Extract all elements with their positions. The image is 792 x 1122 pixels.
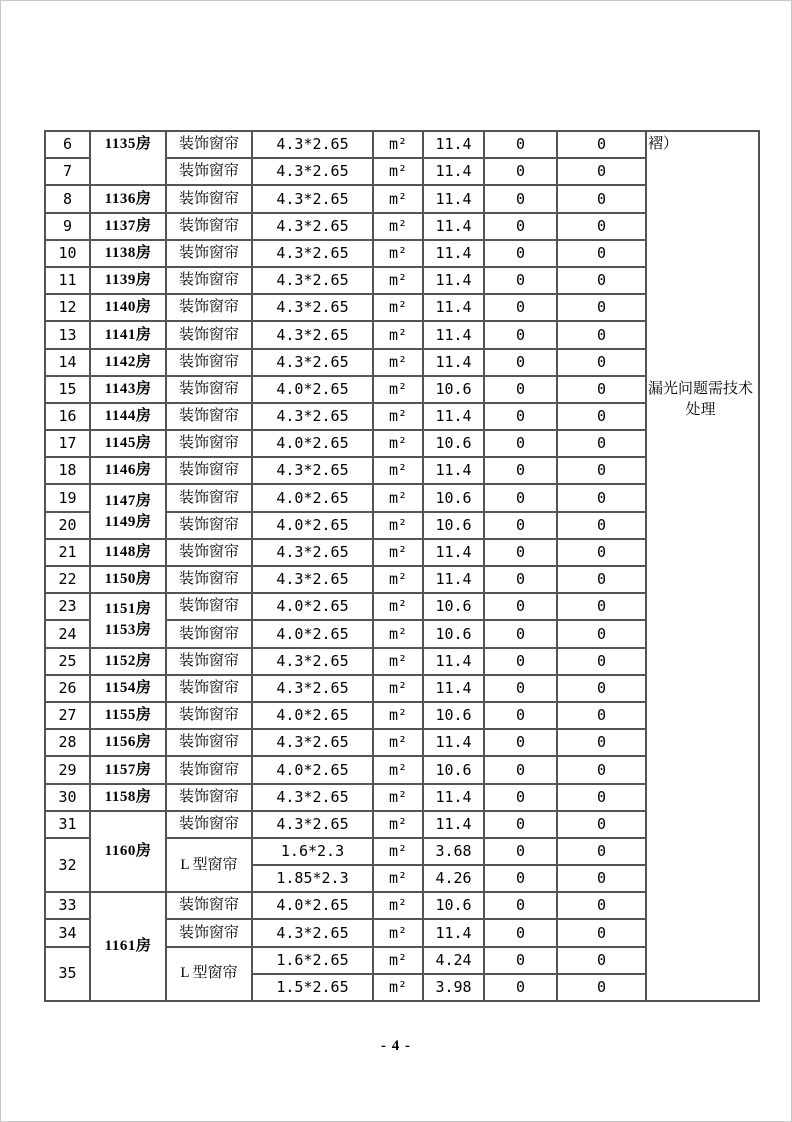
cell-unit: m² — [373, 294, 423, 321]
cell-value-1: 0 — [484, 267, 557, 294]
cell-value-1: 0 — [484, 213, 557, 240]
cell-area: 10.6 — [423, 484, 484, 511]
cell-value-1: 0 — [484, 648, 557, 675]
cell-row-number: 35 — [45, 947, 90, 1001]
cell-unit: m² — [373, 566, 423, 593]
cell-area: 10.6 — [423, 892, 484, 919]
cell-item-name: 装饰窗帘 — [166, 620, 252, 647]
cell-unit: m² — [373, 784, 423, 811]
cell-room-number: 1158房 — [90, 784, 166, 811]
cell-item-name: 装饰窗帘 — [166, 919, 252, 946]
cell-item-name: 装饰窗帘 — [166, 593, 252, 620]
cell-room-number: 1160房 — [90, 811, 166, 893]
cell-row-number: 22 — [45, 566, 90, 593]
cell-unit: m² — [373, 457, 423, 484]
cell-dimensions: 4.0*2.65 — [252, 376, 373, 403]
cell-value-1: 0 — [484, 838, 557, 865]
cell-room-number: 1148房 — [90, 539, 166, 566]
cell-value-1: 0 — [484, 158, 557, 185]
cell-room-number: 1139房 — [90, 267, 166, 294]
room-label-line: 1151房 — [104, 601, 152, 618]
cell-row-number: 33 — [45, 892, 90, 919]
cell-value-2: 0 — [557, 484, 646, 511]
cell-dimensions: 1.5*2.65 — [252, 974, 373, 1001]
cell-item-name: 装饰窗帘 — [166, 267, 252, 294]
cell-area: 11.4 — [423, 213, 484, 240]
cell-row-number: 26 — [45, 675, 90, 702]
cell-unit: m² — [373, 321, 423, 348]
cell-dimensions: 4.3*2.65 — [252, 566, 373, 593]
cell-value-2: 0 — [557, 648, 646, 675]
cell-item-name: 装饰窗帘 — [166, 131, 252, 158]
cell-room-number: 1154房 — [90, 675, 166, 702]
cell-item-name: 装饰窗帘 — [166, 566, 252, 593]
cell-area: 4.24 — [423, 947, 484, 974]
cell-dimensions: 4.3*2.65 — [252, 321, 373, 348]
cell-row-number: 34 — [45, 919, 90, 946]
cell-item-name: L 型窗帘 — [166, 838, 252, 892]
cell-room-number: 1155房 — [90, 702, 166, 729]
cell-unit: m² — [373, 267, 423, 294]
cell-area: 11.4 — [423, 729, 484, 756]
room-curtain-table — [44, 130, 760, 1002]
cell-unit: m² — [373, 865, 423, 892]
cell-area: 11.4 — [423, 648, 484, 675]
cell-value-1: 0 — [484, 675, 557, 702]
cell-area: 3.68 — [423, 838, 484, 865]
cell-unit: m² — [373, 919, 423, 946]
cell-row-number: 10 — [45, 240, 90, 267]
cell-unit: m² — [373, 947, 423, 974]
cell-item-name: 装饰窗帘 — [166, 158, 252, 185]
cell-value-2: 0 — [557, 131, 646, 158]
cell-value-1: 0 — [484, 811, 557, 838]
cell-dimensions: 4.0*2.65 — [252, 892, 373, 919]
cell-dimensions: 1.6*2.3 — [252, 838, 373, 865]
page-number: - 4 - — [381, 1038, 411, 1054]
cell-area: 10.6 — [423, 593, 484, 620]
cell-item-name: 装饰窗帘 — [166, 185, 252, 212]
cell-value-2: 0 — [557, 566, 646, 593]
cell-area: 10.6 — [423, 620, 484, 647]
cell-room-number: 1138房 — [90, 240, 166, 267]
cell-unit: m² — [373, 702, 423, 729]
cell-unit: m² — [373, 349, 423, 376]
cell-row-number: 17 — [45, 430, 90, 457]
cell-value-1: 0 — [484, 430, 557, 457]
cell-value-2: 0 — [557, 756, 646, 783]
cell-value-1: 0 — [484, 620, 557, 647]
cell-unit: m² — [373, 185, 423, 212]
cell-value-2: 0 — [557, 321, 646, 348]
cell-value-2: 0 — [557, 838, 646, 865]
cell-dimensions: 4.3*2.65 — [252, 131, 373, 158]
cell-value-1: 0 — [484, 729, 557, 756]
cell-row-number: 24 — [45, 620, 90, 647]
cell-dimensions: 4.0*2.65 — [252, 593, 373, 620]
cell-dimensions: 4.3*2.65 — [252, 457, 373, 484]
cell-area: 3.98 — [423, 974, 484, 1001]
cell-dimensions: 4.3*2.65 — [252, 240, 373, 267]
cell-unit: m² — [373, 974, 423, 1001]
cell-value-1: 0 — [484, 539, 557, 566]
cell-unit: m² — [373, 838, 423, 865]
cell-item-name: 装饰窗帘 — [166, 675, 252, 702]
cell-row-number: 27 — [45, 702, 90, 729]
cell-item-name: 装饰窗帘 — [166, 892, 252, 919]
cell-value-1: 0 — [484, 784, 557, 811]
cell-value-2: 0 — [557, 240, 646, 267]
cell-area: 11.4 — [423, 403, 484, 430]
cell-row-number: 13 — [45, 321, 90, 348]
cell-room-number: 1141房 — [90, 321, 166, 348]
cell-value-2: 0 — [557, 213, 646, 240]
remark-leak-note — [648, 379, 753, 421]
cell-unit: m² — [373, 811, 423, 838]
cell-value-2: 0 — [557, 539, 646, 566]
cell-dimensions: 4.3*2.65 — [252, 267, 373, 294]
cell-area: 11.4 — [423, 811, 484, 838]
cell-item-name: 装饰窗帘 — [166, 702, 252, 729]
cell-value-1: 0 — [484, 892, 557, 919]
cell-item-name: 装饰窗帘 — [166, 321, 252, 348]
cell-value-2: 0 — [557, 919, 646, 946]
cell-item-name: 装饰窗帘 — [166, 484, 252, 511]
cell-value-1: 0 — [484, 457, 557, 484]
cell-row-number: 11 — [45, 267, 90, 294]
cell-unit: m² — [373, 430, 423, 457]
cell-unit: m² — [373, 675, 423, 702]
room-label-line: 1147房 — [104, 492, 152, 509]
cell-area: 10.6 — [423, 512, 484, 539]
cell-value-1: 0 — [484, 131, 557, 158]
table-row — [45, 131, 759, 158]
cell-area: 11.4 — [423, 294, 484, 321]
cell-value-1: 0 — [484, 349, 557, 376]
cell-room-number: 1161房 — [90, 892, 166, 1001]
cell-dimensions: 1.85*2.3 — [252, 865, 373, 892]
cell-room-number: 1142房 — [90, 349, 166, 376]
cell-dimensions: 4.3*2.65 — [252, 403, 373, 430]
cell-dimensions: 4.0*2.65 — [252, 484, 373, 511]
cell-item-name: 装饰窗帘 — [166, 756, 252, 783]
cell-unit: m² — [373, 376, 423, 403]
cell-remarks — [646, 131, 759, 1001]
room-table-body — [45, 131, 759, 1001]
cell-room-number: 1156房 — [90, 729, 166, 756]
cell-value-1: 0 — [484, 376, 557, 403]
cell-row-number: 25 — [45, 648, 90, 675]
cell-room-number: 1137房 — [90, 213, 166, 240]
cell-dimensions: 4.3*2.65 — [252, 349, 373, 376]
cell-row-number: 28 — [45, 729, 90, 756]
cell-value-1: 0 — [484, 974, 557, 1001]
cell-value-2: 0 — [557, 811, 646, 838]
cell-unit: m² — [373, 648, 423, 675]
cell-unit: m² — [373, 512, 423, 539]
room-label-line: 1153房 — [104, 622, 152, 639]
cell-value-2: 0 — [557, 947, 646, 974]
cell-area: 11.4 — [423, 185, 484, 212]
cell-dimensions: 4.3*2.65 — [252, 294, 373, 321]
cell-room-number: 1150房 — [90, 566, 166, 593]
cell-dimensions: 4.0*2.65 — [252, 702, 373, 729]
cell-dimensions: 4.3*2.65 — [252, 784, 373, 811]
cell-area: 11.4 — [423, 566, 484, 593]
cell-item-name: 装饰窗帘 — [166, 457, 252, 484]
cell-area: 11.4 — [423, 457, 484, 484]
cell-value-1: 0 — [484, 321, 557, 348]
cell-room-number: 1135房 — [90, 131, 166, 185]
cell-room-number: 1152房 — [90, 648, 166, 675]
cell-dimensions: 4.0*2.65 — [252, 430, 373, 457]
cell-dimensions: 4.3*2.65 — [252, 648, 373, 675]
cell-dimensions: 4.3*2.65 — [252, 158, 373, 185]
cell-area: 11.4 — [423, 321, 484, 348]
cell-row-number: 19 — [45, 484, 90, 511]
cell-unit: m² — [373, 158, 423, 185]
cell-item-name: 装饰窗帘 — [166, 539, 252, 566]
cell-room-number: 1145房 — [90, 430, 166, 457]
cell-value-2: 0 — [557, 267, 646, 294]
cell-dimensions: 1.6*2.65 — [252, 947, 373, 974]
cell-dimensions: 4.0*2.65 — [252, 512, 373, 539]
cell-value-1: 0 — [484, 403, 557, 430]
cell-value-2: 0 — [557, 729, 646, 756]
remark-fragment-text: 褶） — [648, 136, 679, 152]
cell-dimensions: 4.3*2.65 — [252, 729, 373, 756]
cell-dimensions: 4.3*2.65 — [252, 185, 373, 212]
cell-value-2: 0 — [557, 376, 646, 403]
cell-row-number: 32 — [45, 838, 90, 892]
cell-value-1: 0 — [484, 484, 557, 511]
cell-unit: m² — [373, 593, 423, 620]
cell-row-number: 7 — [45, 158, 90, 185]
cell-value-2: 0 — [557, 158, 646, 185]
cell-unit: m² — [373, 131, 423, 158]
cell-value-1: 0 — [484, 185, 557, 212]
cell-area: 11.4 — [423, 240, 484, 267]
cell-unit: m² — [373, 756, 423, 783]
cell-row-number: 29 — [45, 756, 90, 783]
cell-value-1: 0 — [484, 865, 557, 892]
cell-room-number: 1146房 — [90, 457, 166, 484]
cell-area: 11.4 — [423, 131, 484, 158]
cell-unit: m² — [373, 892, 423, 919]
cell-room-number: 1136房 — [90, 185, 166, 212]
cell-room-number — [90, 484, 166, 538]
cell-item-name: 装饰窗帘 — [166, 648, 252, 675]
cell-dimensions: 4.3*2.65 — [252, 539, 373, 566]
cell-room-number — [90, 593, 166, 647]
cell-room-number: 1157房 — [90, 756, 166, 783]
cell-row-number: 9 — [45, 213, 90, 240]
cell-unit: m² — [373, 620, 423, 647]
cell-item-name: 装饰窗帘 — [166, 512, 252, 539]
cell-value-2: 0 — [557, 403, 646, 430]
cell-area: 10.6 — [423, 756, 484, 783]
cell-area: 10.6 — [423, 430, 484, 457]
cell-dimensions: 4.3*2.65 — [252, 675, 373, 702]
cell-row-number: 8 — [45, 185, 90, 212]
cell-value-1: 0 — [484, 240, 557, 267]
cell-item-name: 装饰窗帘 — [166, 294, 252, 321]
cell-unit: m² — [373, 403, 423, 430]
cell-room-number: 1143房 — [90, 376, 166, 403]
cell-item-name: 装饰窗帘 — [166, 430, 252, 457]
cell-row-number: 21 — [45, 539, 90, 566]
cell-row-number: 20 — [45, 512, 90, 539]
cell-value-2: 0 — [557, 349, 646, 376]
cell-value-1: 0 — [484, 593, 557, 620]
cell-value-2: 0 — [557, 512, 646, 539]
cell-row-number: 12 — [45, 294, 90, 321]
cell-value-1: 0 — [484, 294, 557, 321]
cell-value-2: 0 — [557, 294, 646, 321]
cell-value-2: 0 — [557, 593, 646, 620]
cell-dimensions: 4.0*2.65 — [252, 620, 373, 647]
remark-note-line: 处理 — [685, 402, 716, 418]
cell-area: 11.4 — [423, 158, 484, 185]
cell-area: 11.4 — [423, 349, 484, 376]
cell-item-name: 装饰窗帘 — [166, 349, 252, 376]
cell-item-name: 装饰窗帘 — [166, 784, 252, 811]
cell-row-number: 30 — [45, 784, 90, 811]
cell-area: 11.4 — [423, 919, 484, 946]
cell-unit: m² — [373, 484, 423, 511]
cell-value-1: 0 — [484, 756, 557, 783]
cell-room-number: 1140房 — [90, 294, 166, 321]
cell-value-2: 0 — [557, 457, 646, 484]
cell-row-number: 31 — [45, 811, 90, 838]
cell-row-number: 23 — [45, 593, 90, 620]
cell-item-name: L 型窗帘 — [166, 947, 252, 1001]
cell-area: 11.4 — [423, 675, 484, 702]
cell-area: 10.6 — [423, 376, 484, 403]
cell-value-1: 0 — [484, 702, 557, 729]
cell-area: 11.4 — [423, 267, 484, 294]
room-label-line: 1149房 — [104, 513, 152, 530]
cell-item-name: 装饰窗帘 — [166, 376, 252, 403]
cell-value-2: 0 — [557, 185, 646, 212]
cell-value-2: 0 — [557, 865, 646, 892]
cell-area: 11.4 — [423, 784, 484, 811]
cell-row-number: 16 — [45, 403, 90, 430]
cell-item-name: 装饰窗帘 — [166, 729, 252, 756]
cell-row-number: 15 — [45, 376, 90, 403]
cell-item-name: 装饰窗帘 — [166, 403, 252, 430]
cell-unit: m² — [373, 240, 423, 267]
cell-value-2: 0 — [557, 620, 646, 647]
remark-note-line: 漏光问题需技术 — [648, 381, 754, 397]
cell-unit: m² — [373, 213, 423, 240]
cell-value-2: 0 — [557, 675, 646, 702]
cell-area: 11.4 — [423, 539, 484, 566]
cell-item-name: 装饰窗帘 — [166, 240, 252, 267]
cell-value-2: 0 — [557, 430, 646, 457]
cell-area: 4.26 — [423, 865, 484, 892]
cell-value-1: 0 — [484, 947, 557, 974]
cell-dimensions: 4.3*2.65 — [252, 213, 373, 240]
cell-unit: m² — [373, 729, 423, 756]
cell-row-number: 18 — [45, 457, 90, 484]
cell-row-number: 6 — [45, 131, 90, 158]
cell-row-number: 14 — [45, 349, 90, 376]
cell-dimensions: 4.3*2.65 — [252, 919, 373, 946]
cell-value-1: 0 — [484, 566, 557, 593]
cell-value-2: 0 — [557, 702, 646, 729]
cell-dimensions: 4.3*2.65 — [252, 811, 373, 838]
cell-value-2: 0 — [557, 784, 646, 811]
cell-value-2: 0 — [557, 892, 646, 919]
cell-item-name: 装饰窗帘 — [166, 213, 252, 240]
cell-value-1: 0 — [484, 512, 557, 539]
cell-item-name: 装饰窗帘 — [166, 811, 252, 838]
cell-dimensions: 4.0*2.65 — [252, 756, 373, 783]
cell-value-2: 0 — [557, 974, 646, 1001]
cell-room-number: 1144房 — [90, 403, 166, 430]
cell-area: 10.6 — [423, 702, 484, 729]
cell-unit: m² — [373, 539, 423, 566]
cell-value-1: 0 — [484, 919, 557, 946]
